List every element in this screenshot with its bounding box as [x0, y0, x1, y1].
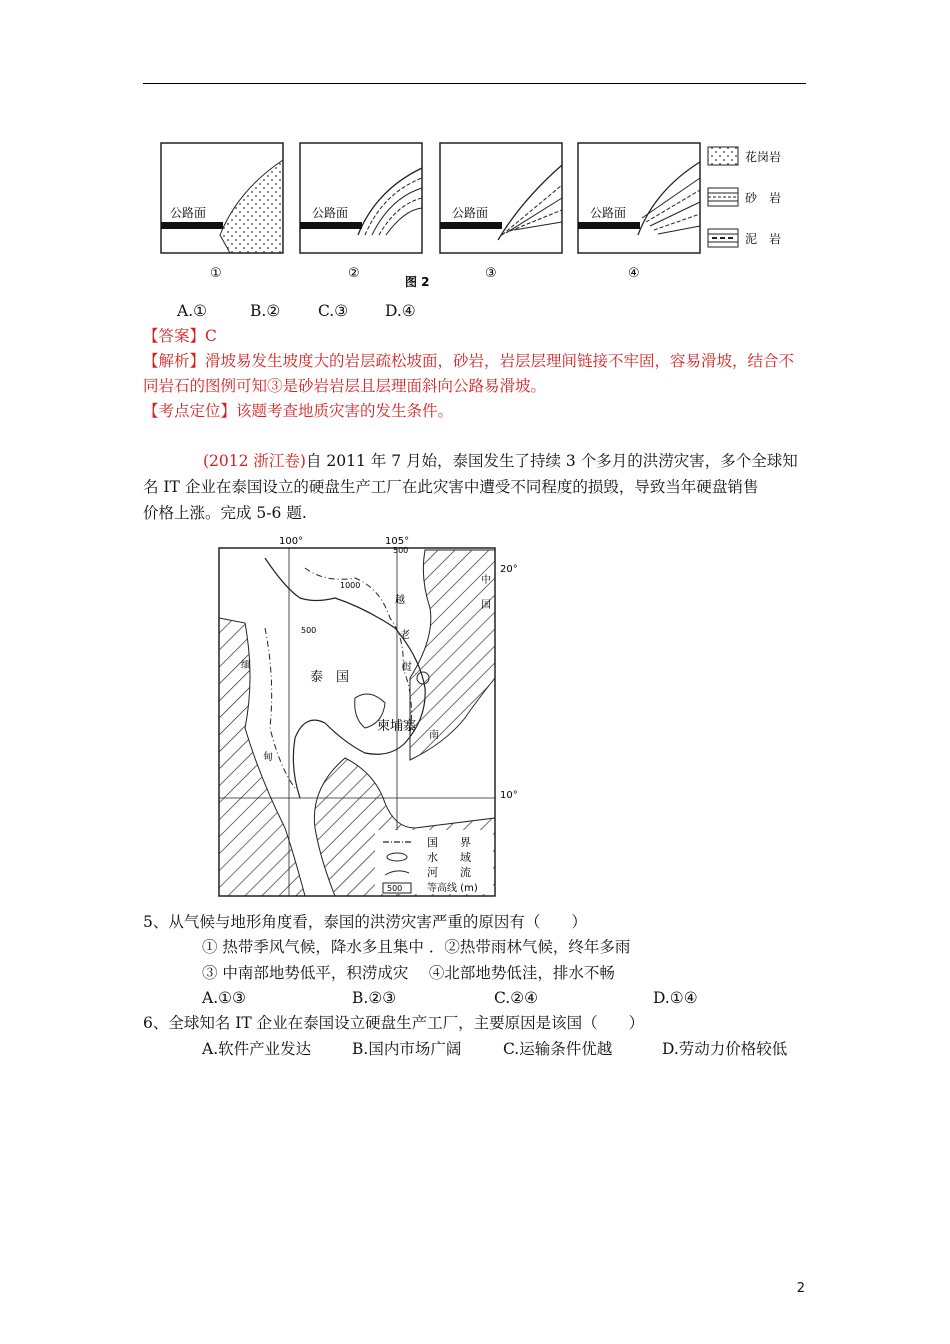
q5-stem: 5、从气候与地形角度看，泰国的洪涝灾害严重的原因有（ ）	[143, 913, 587, 931]
label-vietnam-1: 越	[395, 595, 405, 606]
intro-text-1: 自 2011 年 7 月始，泰国发生了持续 3 个多月的洪涝灾害，多个全球知	[305, 452, 798, 470]
q4-analysis-line-1: 【解析】滑坡易发生坡度大的岩层疏松坡面，砂岩，岩层层理间链接不牢固，容易滑坡，结合不	[143, 352, 795, 370]
label-thailand: 泰 国	[310, 670, 350, 685]
page-number: 2	[796, 1281, 805, 1296]
label-laos-2: 挝	[402, 662, 412, 673]
panel-label-4: ④	[628, 266, 640, 281]
q5-options-3-4: ③ 中南部地势低平，积涝成灾 ④北部地势低洼，排水不畅	[202, 964, 615, 982]
q5-choice-b: B.②③	[352, 989, 397, 1007]
label-laos-1: 老	[400, 630, 410, 641]
header-rule	[143, 83, 806, 84]
lon-label-105: 105°	[385, 536, 410, 547]
q6-stem: 6、全球知名 IT 企业在泰国设立硬盘生产工厂，主要原因是该国（ ）	[143, 1014, 645, 1032]
q4-answer: 【答案】C	[143, 327, 217, 345]
label-china-2: 国	[481, 600, 491, 611]
q4-option-d: D.④	[385, 302, 416, 320]
q5-choice-d: D.①④	[653, 989, 698, 1007]
legend-mudstone-label: 泥 岩	[745, 232, 782, 246]
lat-label-20: 20°	[500, 564, 518, 575]
panel-label-2: ②	[348, 266, 360, 281]
lon-label-100: 100°	[279, 536, 304, 547]
lat-label-10: 10°	[500, 790, 518, 801]
q4-option-a: A.①	[177, 302, 208, 320]
map-legend-contour: 等高线 (m)	[427, 883, 478, 894]
contour-label-1: 500	[393, 546, 409, 555]
contour-label-3: 500	[301, 626, 317, 635]
q4-option-b: B.②	[250, 302, 281, 320]
thailand-map	[205, 528, 525, 903]
q4-option-c: C.③	[318, 302, 349, 320]
road-label-3: 公路面	[452, 206, 489, 220]
intro-line-2: 名 IT 企业在泰国设立的硬盘生产工厂在此灾害中遭受不同程度的损毁，导致当年硬盘销售	[143, 478, 759, 496]
label-myanmar-1: 缅	[241, 660, 251, 671]
map-legend-river: 河 流	[427, 866, 471, 879]
legend-granite-label: 花岗岩	[745, 150, 782, 164]
road-label-2: 公路面	[312, 206, 349, 220]
label-vietnam-2: 南	[429, 730, 439, 741]
figure-caption: 图 2	[405, 275, 430, 289]
q5-choice-a: A.①③	[202, 989, 246, 1007]
q5-options-1-2: ① 热带季风气候，降水多且集中 ．②热带雨林气候，终年多雨	[202, 938, 631, 956]
q4-topic: 【考点定位】该题考查地质灾害的发生条件。	[143, 402, 454, 420]
map-legend-contour-value: 500	[387, 884, 403, 893]
q6-choice-c: C.运输条件优越	[503, 1040, 613, 1058]
q4-analysis-line-2: 同岩石的图例可知③是砂岩岩层且层理面斜向公路易滑坡。	[143, 377, 547, 395]
q6-choice-a: A.软件产业发达	[202, 1040, 312, 1058]
map-legend-border: 国 界	[427, 836, 471, 849]
road-label-4: 公路面	[590, 206, 627, 220]
intro-source: (2012 浙江卷)	[203, 452, 306, 470]
label-myanmar-2: 甸	[263, 752, 273, 763]
label-china-1: 中	[481, 575, 491, 586]
panel-label-3: ③	[485, 266, 497, 281]
legend-granite-swatch	[708, 147, 738, 165]
q6-choice-d: D.劳动力价格较低	[662, 1040, 788, 1058]
map-legend-water: 水 域	[427, 851, 471, 864]
figure-2-cross-sections	[150, 130, 810, 295]
panel-label-1: ①	[210, 266, 222, 281]
intro-line-3: 价格上涨。完成 5-6 题.	[143, 504, 307, 522]
label-cambodia: 柬埔寨	[377, 719, 417, 734]
q6-choice-b: B.国内市场广阔	[352, 1040, 462, 1058]
intro-line-1	[203, 449, 798, 473]
q5-choice-c: C.②④	[494, 989, 539, 1007]
road-label-1: 公路面	[170, 206, 207, 220]
legend-sandstone-label: 砂 岩	[745, 191, 782, 205]
contour-label-2: 1000	[340, 581, 361, 590]
